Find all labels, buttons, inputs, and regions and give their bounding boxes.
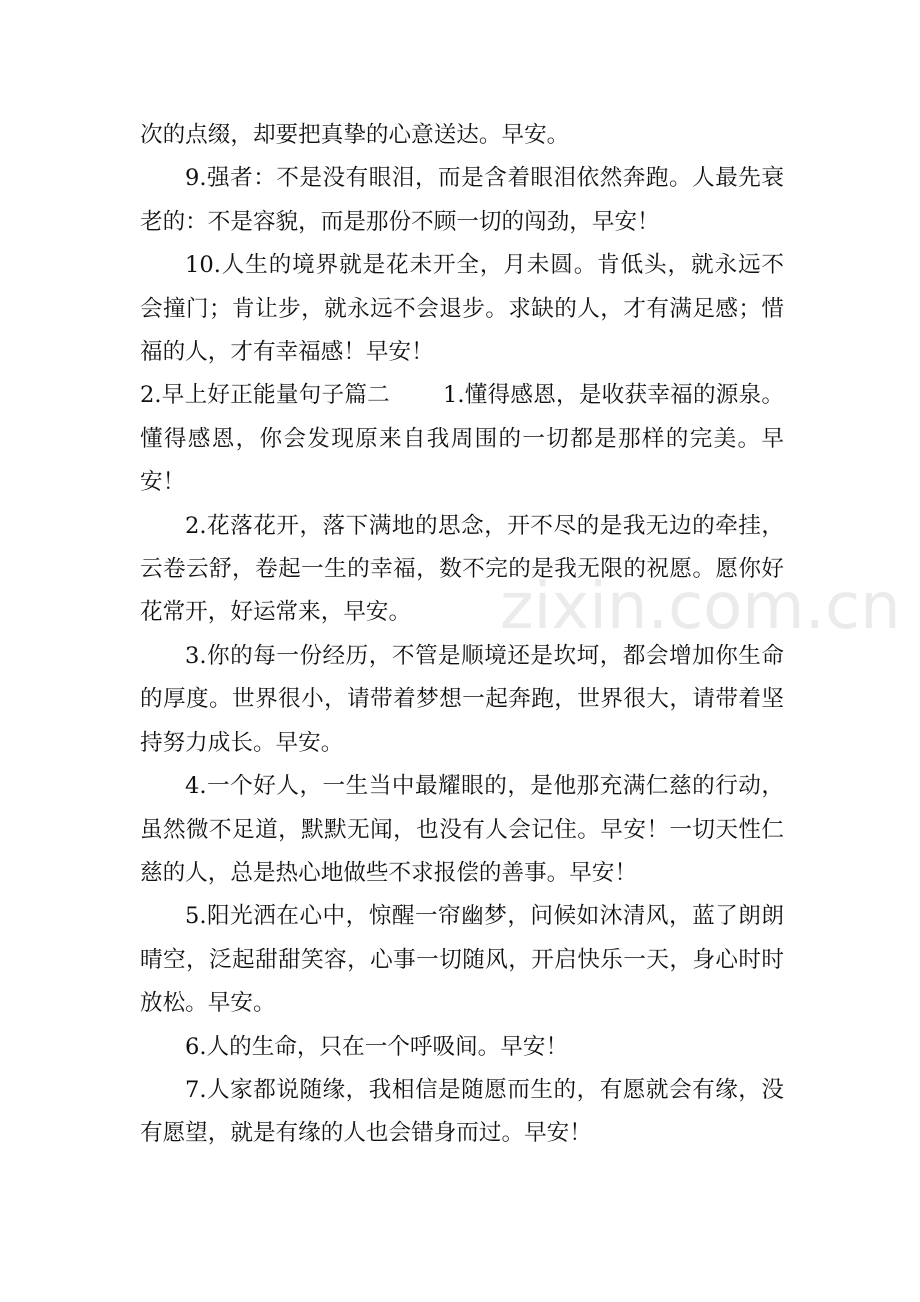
paragraph-continuation: 次的点缀，却要把真挚的心意送达。早安。 <box>140 122 570 148</box>
paragraph-item-2: 2.花落花开，落下满地的思念，开不尽的是我无边的牵挂，云卷云舒，卷起一生的幸福，数不完的是我无限的祝愿。愿你好花常开，好运常来，早安。 <box>140 512 784 626</box>
paragraph-item-6: 6.人的生命，只在一个呼吸间。早安！ <box>185 1033 569 1060</box>
paragraph-section-2-heading: 2.早上好正能量句子篇二 1.懂得感恩，是收获幸福的源泉。懂得感恩，你会发现原来自我周围的一切都是那样的完美。早安！ <box>140 382 784 496</box>
paragraph-item-7: 7.人家都说随缘，我相信是随愿而生的，有愿就会有缘，没有愿望，就是有缘的人也会错身而过。早安！ <box>140 1076 784 1147</box>
document-body <box>140 114 784 1156</box>
paragraph-item-9: 9.强者：不是没有眼泪，而是含着眼泪依然奔跑。人最先衰老的：不是容貌，而是那份不顾一切的闯劲，早安！ <box>140 165 784 235</box>
paragraph-item-10: 10.人生的境界就是花未开全，月未圆。肯低头，就永远不会撞门；肯让步，就永远不会退步。求缺的人，才有满足感；惜福的人，才有幸福感！早安！ <box>140 252 784 366</box>
paragraph-item-4: 4.一个好人，一生当中最耀眼的，是他那充满仁慈的行动，虽然微不足道，默默无闻，也没有人会记住。早安！一切天性仁慈的人，总是热心地做些不求报偿的善事。早安！ <box>140 773 784 886</box>
paragraph-item-5: 5.阳光洒在心中，惊醒一帘幽梦，问候如沐清风，蓝了朗朗晴空，泛起甜甜笑容，心事一切随风，开启快乐一天，身心时时放松。早安。 <box>140 903 784 1017</box>
paragraph-item-3: 3.你的每一份经历，不管是顺境还是坎坷，都会增加你生命的厚度。世界很小，请带着梦想一起奔跑，世界很大，请带着坚持努力成长。早安。 <box>140 642 784 756</box>
watermark: zixin.com.cn <box>500 570 901 644</box>
